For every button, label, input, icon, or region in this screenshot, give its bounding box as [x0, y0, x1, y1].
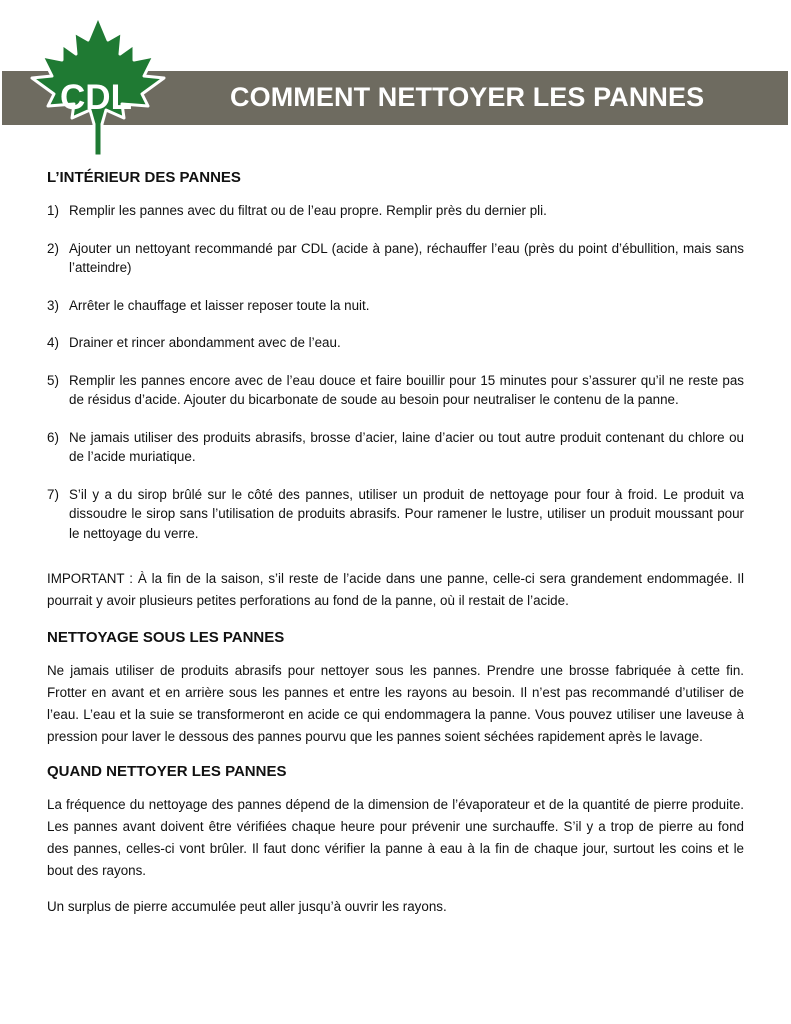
- step-number: 1): [47, 203, 59, 218]
- step-text: S’il y a du sirop brûlé sur le côté des pannes, utiliser un produit de nettoyage pour four à froid. Le produit va dissoudre le sirop sans l’utilisation de produits abrasifs. Pour ramener le lustre, utiliser un produit moussant pour le nettoyage du verre.: [69, 486, 744, 541]
- important-note: IMPORTANT : À la fin de la saison, s’il reste de l’acide dans une panne, celle-ci sera grandement endommagée. Il pourrait y avoir plusieurs petites perforations au fond de la panne, où il restait de l’acide.: [47, 571, 744, 608]
- step-number: 4): [47, 335, 59, 350]
- step-text: Arrêter le chauffage et laisser reposer toute la nuit.: [69, 297, 370, 313]
- list-item: [47, 333, 744, 353]
- section-heading-sous: NETTOYAGE SOUS LES PANNES: [47, 629, 285, 646]
- list-item: [47, 239, 744, 278]
- step-text: Ajouter un nettoyant recommandé par CDL (acide à pane), réchauffer l’eau (près du point d’ébullition, mais sans l’atteindre): [69, 240, 744, 275]
- section-text-sous: Ne jamais utiliser de produits abrasifs pour nettoyer sous les pannes. Prendre une brosse fabriquée à cette fin. Frotter en avant et en arrière sous les pannes et entre les rayons au besoin. Il n’est pas recommandé d’utiliser de l’eau. L’eau et la suie se transformeront en acide ce qui endommagera la panne. Vous pouvez utiliser une laveuse à pression pour laver le dessous des pannes pourvu que les pannes soient séchées rapidement après le lavage.: [47, 663, 744, 744]
- section-text-quand: La fréquence du nettoyage des pannes dépend de la dimension de l’évaporateur et de la quantité de pierre produite. Les pannes avant doivent être vérifiées chaque heure pour prévenir une surchauffe. S’il y a trop de pierre au fond des pannes, celles-ci vont brûler. Il faut donc vérifier la panne à eau à la fin de chaque jour, surtout les coins et le bout des rayons.: [47, 797, 744, 878]
- page-title: COMMENT NETTOYER LES PANNES: [230, 82, 705, 112]
- section-heading-quand: QUAND NETTOYER LES PANNES: [47, 763, 287, 780]
- section-text-surplus: Un surplus de pierre accumulée peut aller jusqu’à ouvrir les rayons.: [47, 899, 447, 914]
- list-item: [47, 428, 744, 467]
- section-heading-interieur: L’INTÉRIEUR DES PANNES: [47, 169, 241, 186]
- steps-list: [47, 201, 744, 543]
- list-item: [47, 371, 744, 410]
- logo-text: CDL: [60, 78, 132, 117]
- step-number: 5): [47, 372, 59, 388]
- list-item: [47, 296, 744, 316]
- step-number: 3): [47, 297, 59, 313]
- list-item: [47, 485, 744, 544]
- step-text: Remplir les pannes avec du filtrat ou de l’eau propre. Remplir près du dernier pli.: [69, 203, 547, 218]
- step-text: Ne jamais utiliser des produits abrasifs, brosse d’acier, laine d’acier ou tout autre produit contenant du chlore ou de l’acide muriatique.: [69, 429, 744, 464]
- step-number: 2): [47, 240, 59, 256]
- step-text: Drainer et rincer abondamment avec de l’eau.: [69, 335, 341, 350]
- maple-leaf-logo: [26, 14, 170, 156]
- step-text: Remplir les pannes encore avec de l’eau douce et faire bouillir pour 15 minutes pour s’assurer qu’il ne reste pas de résidus d’acide. Ajouter du bicarbonate de soude au besoin pour neutraliser le contenu de la panne.: [69, 372, 744, 407]
- step-number: 6): [47, 429, 59, 445]
- list-item: [47, 201, 744, 221]
- step-number: 7): [47, 486, 59, 502]
- document-body: [47, 168, 744, 918]
